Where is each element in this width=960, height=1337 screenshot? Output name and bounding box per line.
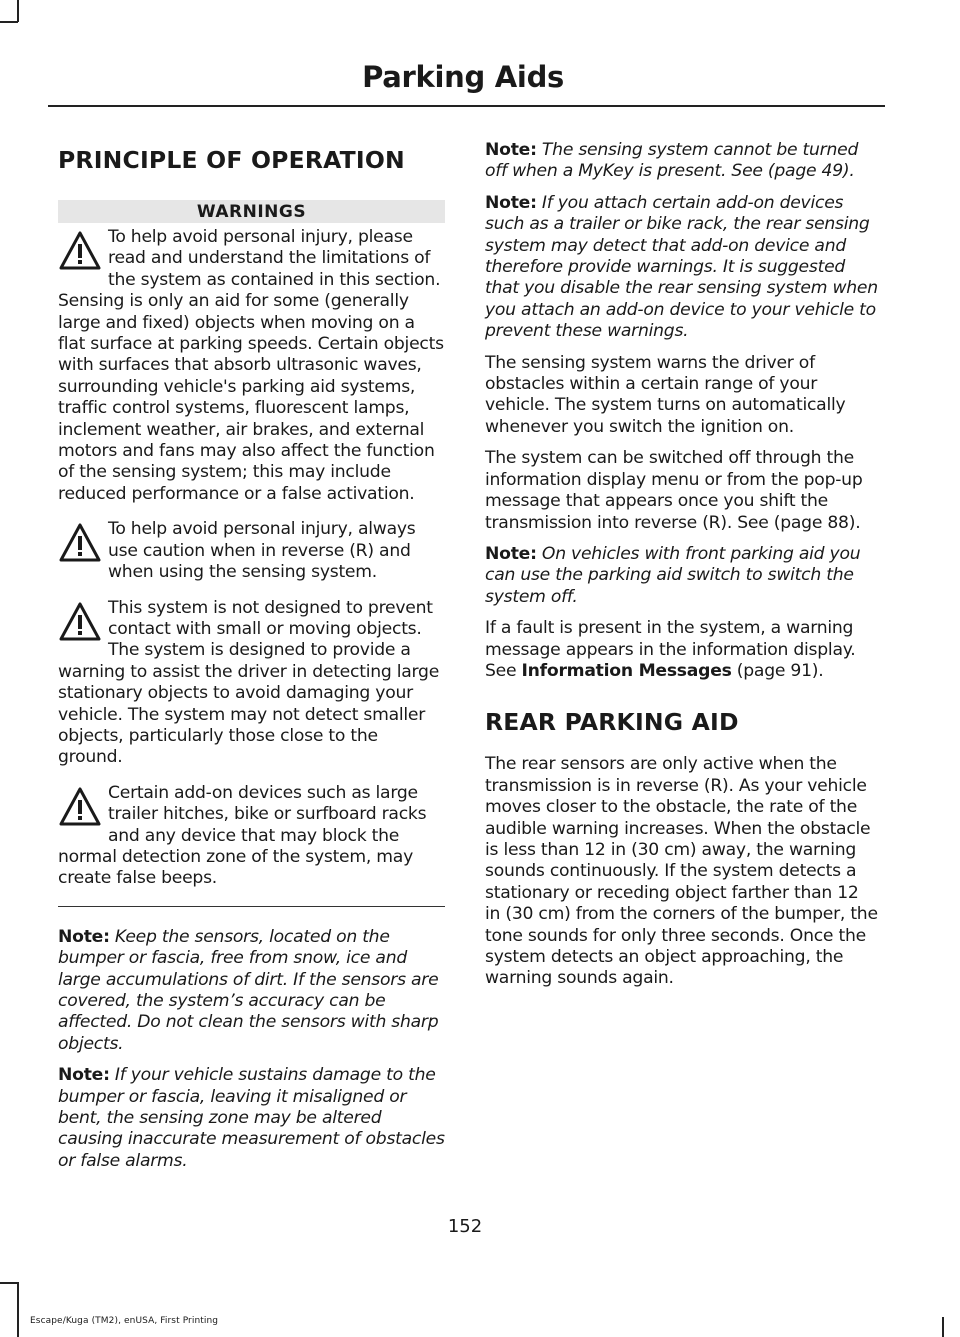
footer-text: Escape/Kuga (TM2), enUSA, First Printing: [30, 1316, 219, 1326]
warning-triangle-icon: [58, 521, 102, 565]
note-label: Note:: [485, 543, 537, 564]
section-heading: PRINCIPLE OF OPERATION: [58, 146, 405, 174]
warning-text: Certain add-on devices such as large trailer hitches, bike or surfboard racks and any device that may block the normal detection zone of the system, may create false beeps.: [58, 782, 427, 889]
warnings-end-rule: [58, 906, 445, 907]
warning-block: [58, 227, 445, 505]
note: [58, 1065, 445, 1172]
warning-text: To help avoid personal injury, always use caution when in reverse (R) and when using the sensing system.: [108, 519, 416, 583]
note-label: Note:: [485, 140, 537, 160]
note-label: Note:: [58, 926, 110, 947]
note-label: Note:: [58, 1065, 110, 1086]
note: [485, 140, 878, 183]
crop-mark: [942, 1317, 944, 1337]
note-label: Note:: [485, 192, 537, 213]
paragraph: The system can be switched off through the information display menu or from the pop-up message that appears once you shift the transmission into reverse (R). See (page 88).: [485, 448, 863, 533]
left-column: [58, 140, 445, 1182]
header-rule: [48, 105, 885, 107]
note-text: Keep the sensors, located on the bumper or fascia, free from snow, ice and large accumulations of dirt. If the sensors are covered, the system’s accuracy can be affected. Do not clean the sensors with sharp objects.: [58, 926, 439, 1054]
paragraph-text: If a fault is present in the system, a warning message appears in the information display. See: [485, 618, 856, 681]
warning-block: [58, 519, 445, 583]
crop-mark: [17, 0, 19, 22]
crop-mark: [0, 21, 18, 23]
warning-triangle-icon: [58, 229, 102, 273]
section-heading: REAR PARKING AID: [485, 708, 739, 737]
warning-text: This system is not designed to prevent contact with small or moving objects. The system is designed to provide a warning to assist the driver in detecting large stationary objects to avoid damaging your vehicle. The system may not detect smaller objects, particularly those close to the ground.: [58, 597, 440, 768]
page-header-title: Parking Aids: [362, 60, 564, 94]
crop-mark: [0, 1282, 18, 1284]
warning-block: [58, 598, 445, 769]
paragraph: The rear sensors are only active when the transmission is in reverse (R). As your vehicle moves closer to the obstacle, the rate of the audible warning increases. When the obstacle is less than 12 in (30 cm) away, the warning sounds continuously. If the system detects a stationary or receding object farther than 12 in (30 cm) from the corners of the bumper, the tone sounds for only three seconds. Once the system detects an object approaching, the warning sounds again.: [485, 754, 878, 989]
crop-mark: [17, 1282, 19, 1337]
paragraph-text: (page 91).: [731, 660, 824, 681]
page-number: 152: [447, 1216, 483, 1237]
paragraph: The sensing system warns the driver of obstacles within a certain range of your vehicle. The system turns on automatically whenever you switch the ignition on.: [485, 352, 846, 437]
cross-reference-link[interactable]: Information Messages: [521, 660, 732, 681]
warnings-heading: WARNINGS: [58, 200, 445, 223]
note-text: The sensing system cannot be turned off when a MyKey is present. See (page 49).: [485, 140, 859, 182]
warning-text: To help avoid personal injury, please read and understand the limitations of the system as contained in this section. Sensing is only an aid for some (generally large and fixed) objects when moving on a flat surface at parking speeds. Certain objects with surfaces that absorb ultrasonic waves, surrounding vehicle's parking aid systems, traffic control systems, fluorescent lamps, inclement weather, air brakes, and external motors and fans may also affect the function of the sensing system; this may include reduced performance or a false activation.: [58, 227, 444, 504]
note: [485, 193, 878, 343]
note: [58, 927, 445, 1055]
right-column: [485, 140, 878, 1000]
paragraph: [485, 618, 878, 682]
note: [485, 544, 878, 608]
warning-block: [58, 783, 445, 890]
note-text: If you attach certain add-on devices such as a trailer or bike rack, the rear sensing system may detect that add-on device and therefore provide warnings. It is suggested that you disable the rear sensing system when you attach an add-on device to your vehicle to prevent these warnings.: [485, 192, 878, 342]
note-text: On vehicles with front parking aid you can use the parking aid switch to switch the system off.: [485, 543, 861, 607]
warning-triangle-icon: [58, 785, 102, 829]
warning-triangle-icon: [58, 600, 102, 644]
note-text: If your vehicle sustains damage to the bumper or fascia, leaving it misaligned or bent, the sensing zone may be altered causing inaccurate measurement of obstacles or false alarms.: [58, 1065, 445, 1171]
